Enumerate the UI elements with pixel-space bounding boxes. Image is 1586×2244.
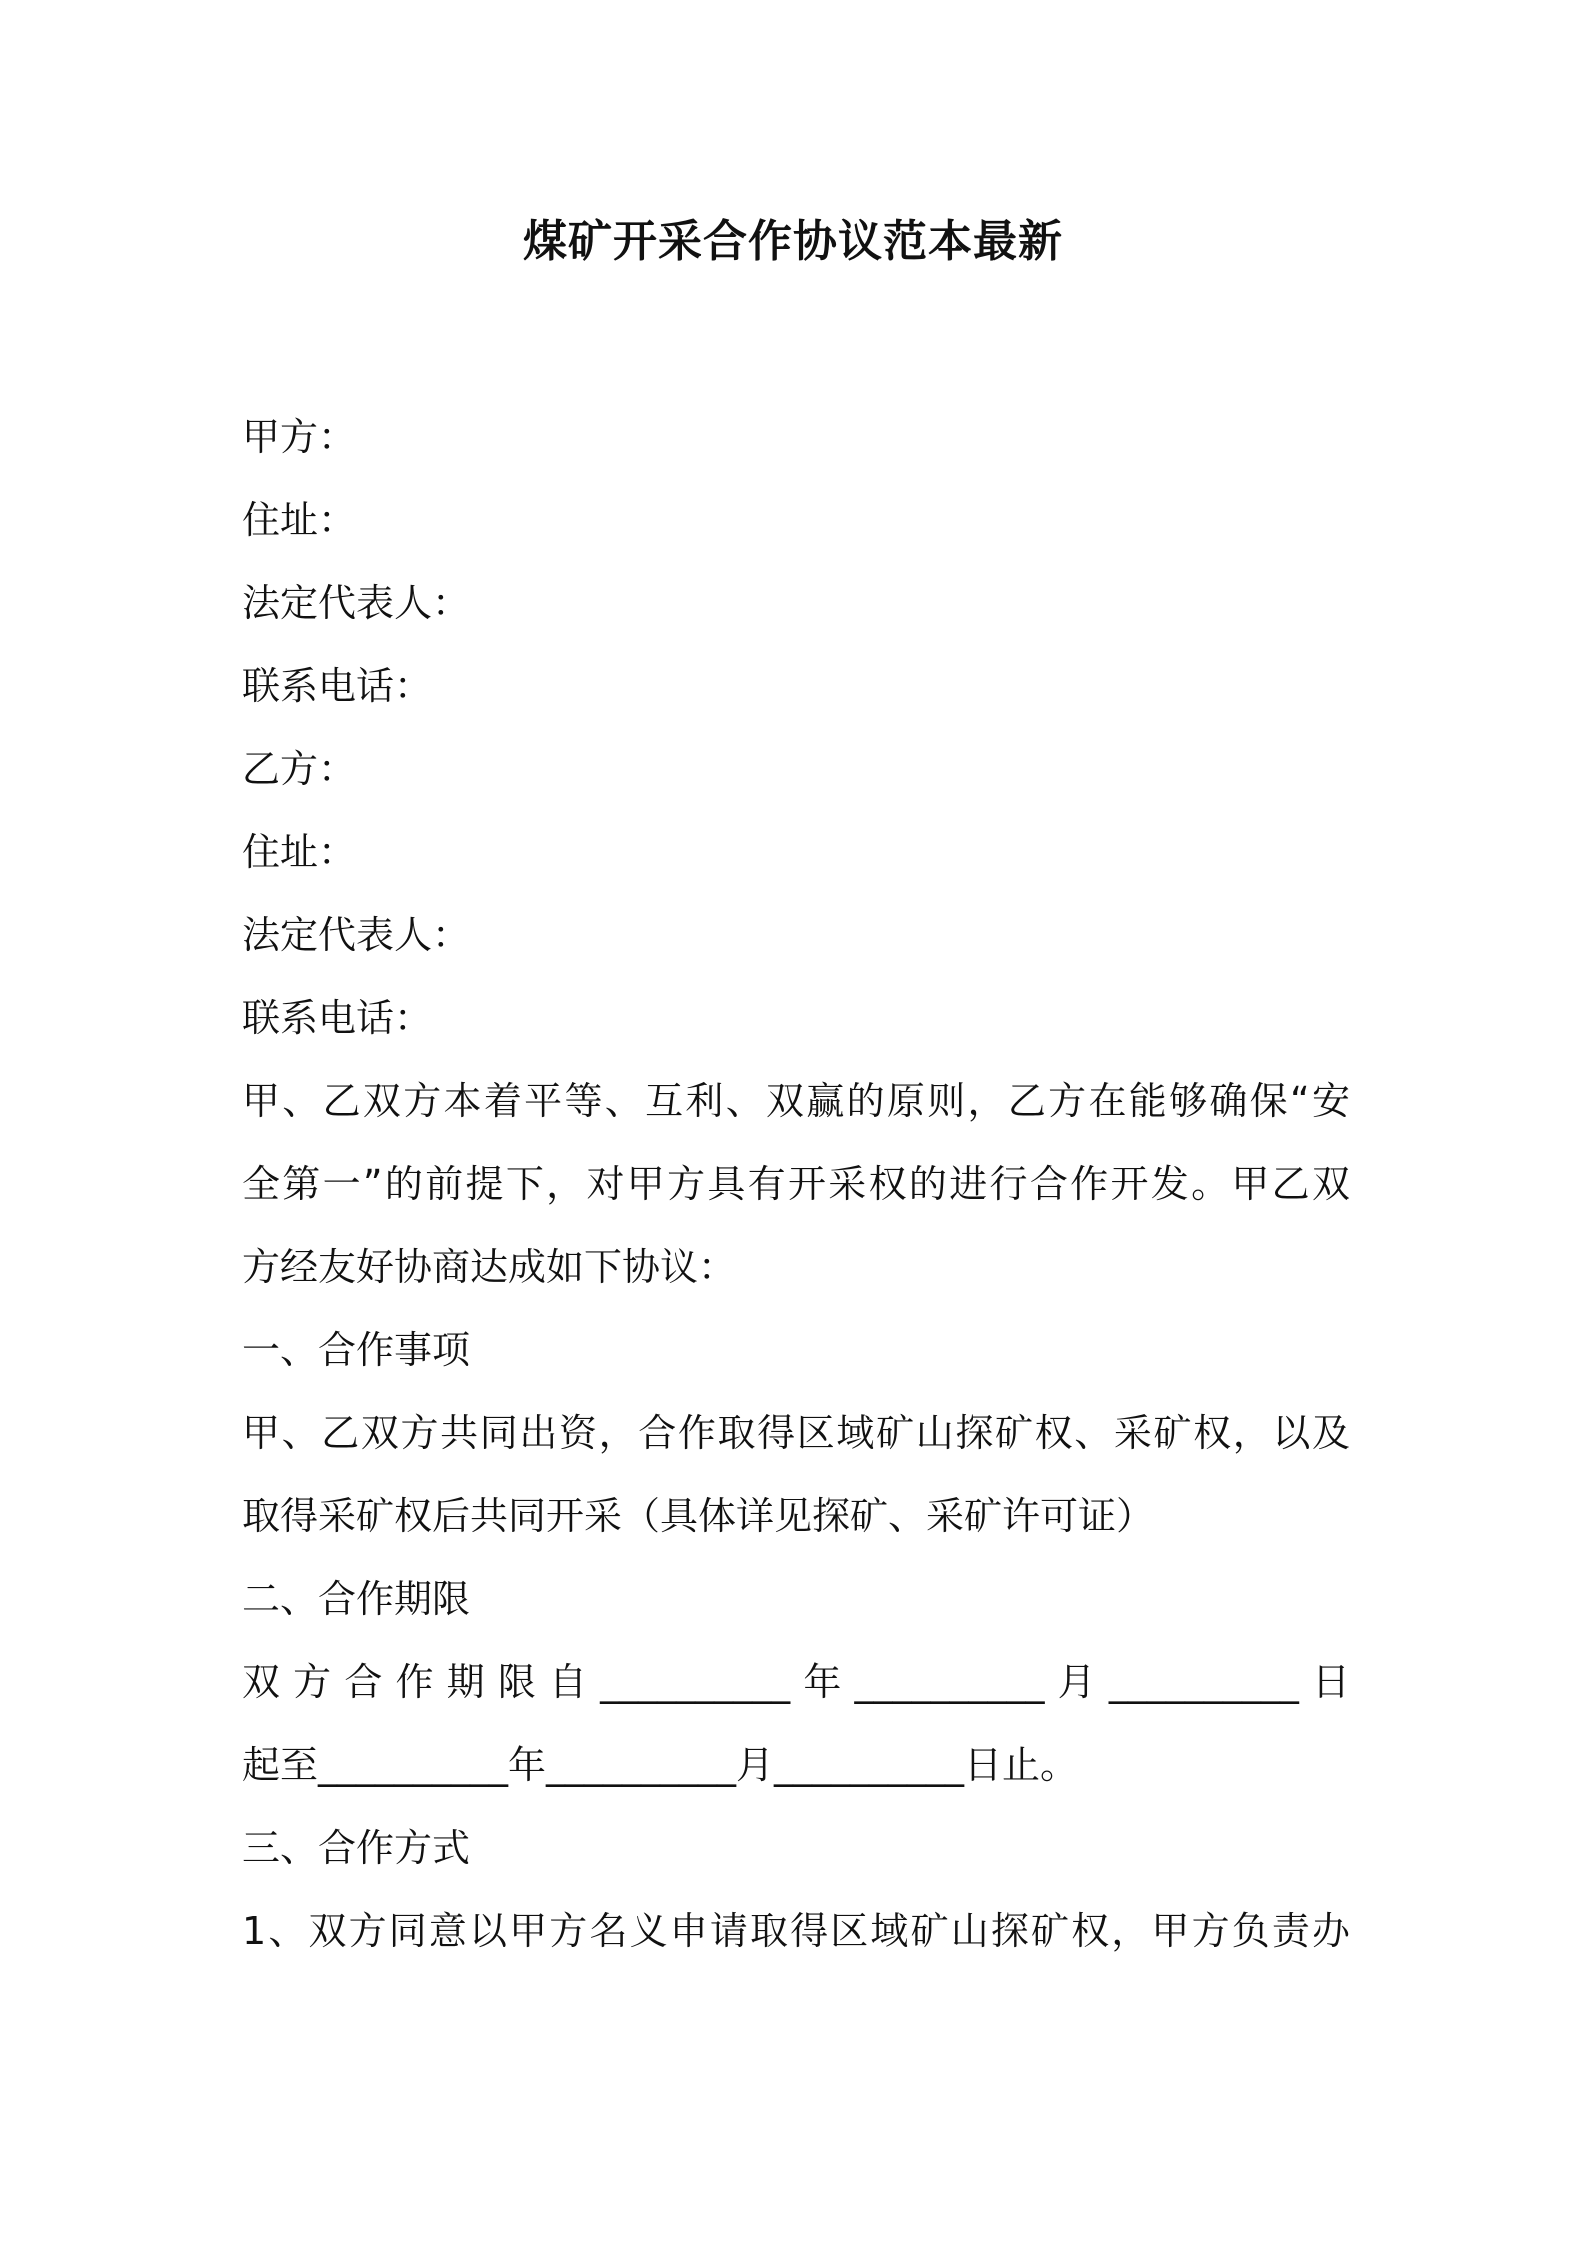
cooperation-matters-line-1: 甲、乙双方共同出资，合作取得区域矿山探矿权、采矿权，以及: [242, 1411, 1350, 1455]
party-a-address-label: 住址：: [242, 498, 357, 542]
section-heading-cooperation-term: 二、合作期限: [242, 1577, 471, 1621]
preamble-line-1: 甲、乙双方本着平等、互利、双赢的原则，乙方在能够确保“安: [242, 1079, 1350, 1123]
section-heading-cooperation-matters: 一、合作事项: [242, 1328, 471, 1372]
document-title: 煤矿开采合作协议范本最新: [523, 216, 1063, 267]
section-heading-cooperation-method: 三、合作方式: [242, 1826, 471, 1870]
cooperation-method-line-1: 1、双方同意以甲方名义申请取得区域矿山探矿权，甲方负责办: [242, 1909, 1350, 1953]
party-b-phone-label: 联系电话：: [242, 996, 433, 1040]
party-b-legal-rep-label: 法定代表人：: [242, 913, 471, 957]
cooperation-term-line-1: 双方合作期限自__________年__________月__________日: [242, 1660, 1350, 1704]
preamble-line-3: 方经友好协商达成如下协议：: [242, 1245, 737, 1289]
party-a-phone-label: 联系电话：: [242, 664, 433, 708]
cooperation-matters-line-2: 取得采矿权后共同开采（具体详见探矿、采矿许可证）: [242, 1494, 1155, 1538]
preamble-line-2: 全第一”的前提下，对甲方具有开采权的进行合作开发。甲乙双: [242, 1162, 1350, 1206]
party-b-label: 乙方：: [242, 747, 357, 791]
party-a-label: 甲方：: [242, 415, 357, 459]
party-b-address-label: 住址：: [242, 830, 357, 874]
party-a-legal-rep-label: 法定代表人：: [242, 581, 471, 625]
cooperation-term-line-2: 起至__________年__________月__________日止。: [242, 1743, 1079, 1787]
